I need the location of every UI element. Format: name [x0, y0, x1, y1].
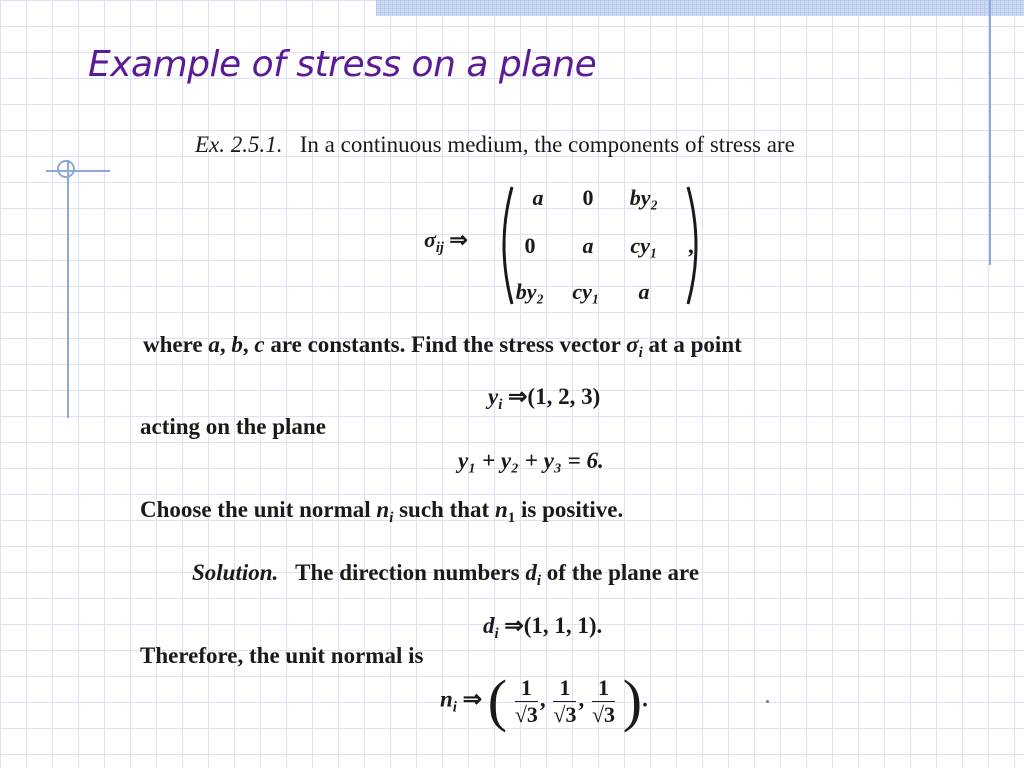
right-decor-line: [989, 0, 991, 265]
direction-equation: $d_i$ ⇒(1, 1, 1).: [483, 613, 603, 643]
point-equation: $y_i$ ⇒(1, 2, 3): [488, 384, 601, 414]
normal-component-3: $\frac{1}{√3}$: [591, 674, 616, 727]
scan-dot: [766, 700, 769, 703]
constants-sentence: where a, b, c are constants. Find the stress vector $\sigma_i$ at a point: [143, 332, 742, 362]
therefore-text: Therefore, the unit normal is: [140, 643, 424, 668]
stress-matrix-equation: [424, 183, 714, 308]
matrix-cell-21: 0: [524, 233, 536, 258]
example-intro: [195, 132, 795, 158]
top-decor-band: [376, 0, 1024, 16]
matrix-cell-22: a: [582, 233, 594, 258]
slide-title: Example of stress on a plane: [88, 44, 597, 85]
left-decor-line: [67, 160, 69, 418]
matrix-cell-11: a: [532, 185, 544, 210]
stress-matrix: [496, 183, 710, 308]
matrix-trailing-comma: ,: [688, 233, 694, 258]
normal-component-2: $\frac{1}{√3}$: [553, 674, 577, 727]
crosshair-circle-icon: [57, 160, 75, 178]
example-label: Ex. 2.5.1.: [195, 132, 283, 157]
acting-on-plane-text: acting on the plane: [140, 414, 326, 439]
plane-equation: y₁ + y₂ + y₃ = 6.: [458, 448, 604, 473]
matrix-cell-12: 0: [582, 185, 594, 210]
matrix-cell-23: cy₁: [630, 233, 658, 258]
example-intro-text: In a continuous medium, the components of stress are: [299, 132, 795, 157]
matrix-cell-32: cy₁: [572, 279, 600, 304]
crosshair-decor-line: [46, 170, 110, 172]
choose-normal-sentence: Choose the unit normal $n_i$ such that $n_1$ is positive.: [140, 497, 624, 527]
unit-normal-equation: $n_i$ ⇒ ( $\frac{1}{√3}$ , $\frac{1}{√3}$ , $\frac{1}{√3}$ ).: [440, 668, 648, 733]
solution-label: Solution.: [192, 560, 279, 585]
sigma-ij-label: $\sigma_{ij}$ ⇒: [424, 227, 468, 256]
solution-sentence: Solution. The direction numbers $d_i$ of the plane are: [192, 560, 700, 590]
matrix-cell-13: by₂: [629, 185, 659, 210]
matrix-cell-33: a: [638, 279, 650, 304]
matrix-cell-31: by₂: [515, 279, 545, 304]
normal-component-1: $\frac{1}{√3}$: [514, 674, 538, 727]
